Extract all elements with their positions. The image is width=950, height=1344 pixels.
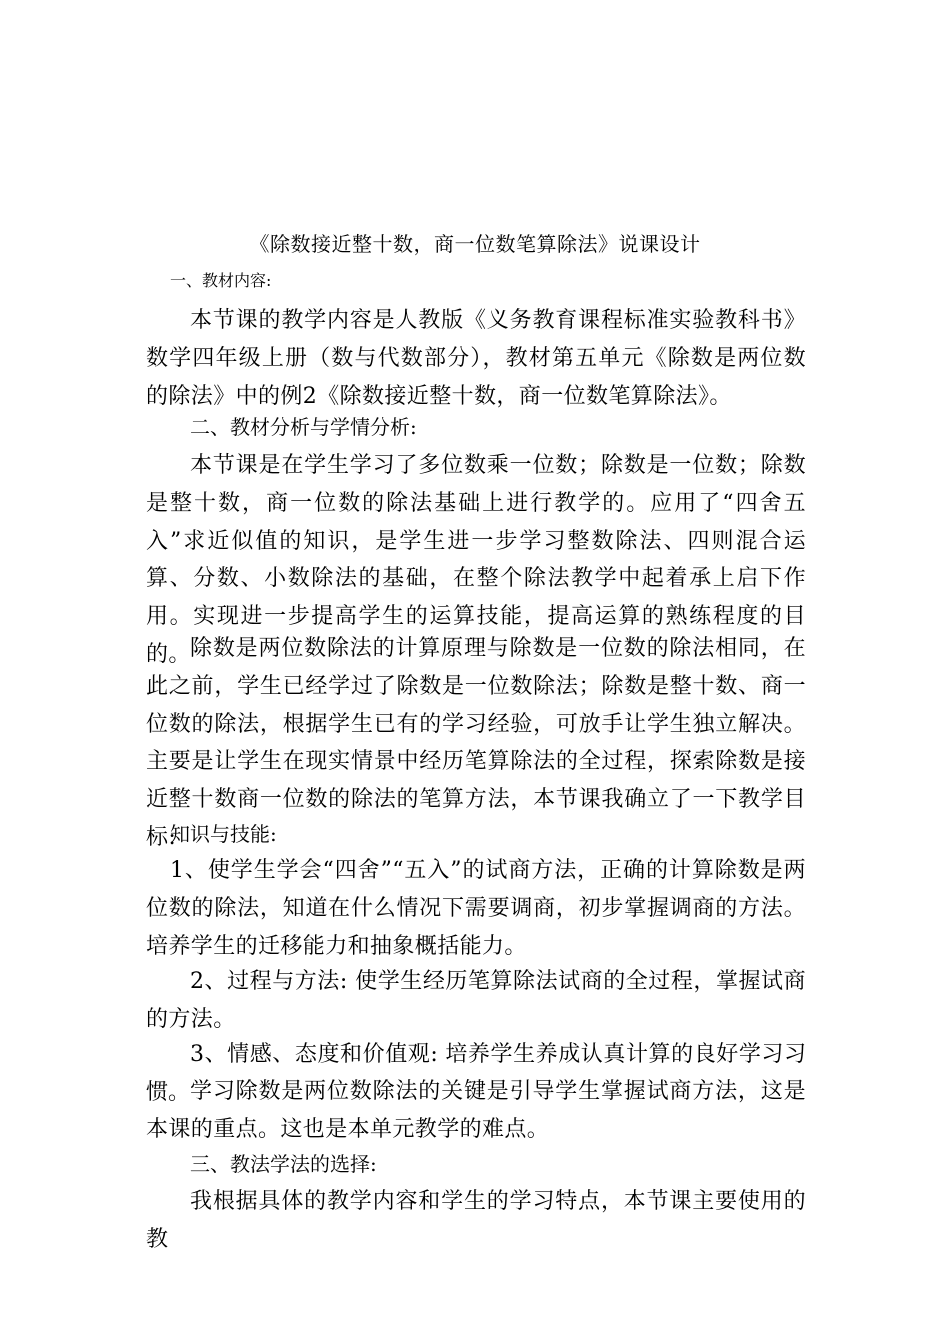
section-heading-3: 三、教法学法的选择:	[190, 1152, 377, 1176]
section-2-paragraph-2: 除数是两位数除法的计算原理与除数是一位数的除法相同，在此之前，学生已经学过了除数是一位数除法；除数是整十数、商一位数的除法，根据学生已有的学习经验，可放手让学生独立解决。主要是让学生在现实情景中经历笔算除法的全过程，探索除数是接近整十数商一位数的除法的笔算方法，本节课我确立了一下教学目标:	[146, 636, 806, 850]
goal-3-paragraph: 3、情感、态度和价值观: 培养学生养成认真计算的良好学习习惯。	[146, 1042, 806, 1105]
goal-2-paragraph: 2、过程与方法: 使学生经历笔算除法试商的全过程，掌握试商的方法。	[146, 969, 806, 1032]
key-point-paragraph: 学习除数是两位数除法的关键是引导学生掌握试商方法，这是本课的重点。这也是本单元教学的难点。	[146, 1079, 806, 1142]
goal-heading: 知识与技能:	[170, 822, 277, 846]
section-heading-2: 二、教材分析与学情分析:	[190, 415, 417, 439]
section-2-paragraph-1: 本节课是在学生学习了多位数乘一位数；除数是一位数；除数是整十数，商一位数的除法基础上进行教学的。应用了“四舍五入”求近似值的知识，是学生进一步学习整数除法、四则混合运算、分数、小数除法的基础，在整个除法教学中起着承上启下作用。实现进一步提高学生的运算技能，提高运算的熟练程度的目的。	[146, 453, 806, 667]
document-title: 《除数接近整十数，商一位数笔算除法》说课设计	[249, 232, 701, 256]
section-1-paragraph: 本节课的教学内容是人教版《义务教育课程标准实验教科书》数学四年级上册（数与代数部分），教材第五单元《除数是两位数的除法》中的例2《除数接近整十数，商一位数笔算除法》。	[146, 308, 806, 409]
section-heading-1: 一、教材内容:	[170, 271, 272, 290]
section-3-paragraph: 我根据具体的教学内容和学生的学习特点，本节课主要使用的教	[146, 1189, 806, 1252]
goal-1-paragraph: 1、使学生学会“四舍”“五入”的试商方法，正确的计算除数是两位数的除法，知道在什么情况下需要调商，初步掌握调商的方法。培养学生的迁移能力和抽象概括能力。	[146, 858, 806, 959]
